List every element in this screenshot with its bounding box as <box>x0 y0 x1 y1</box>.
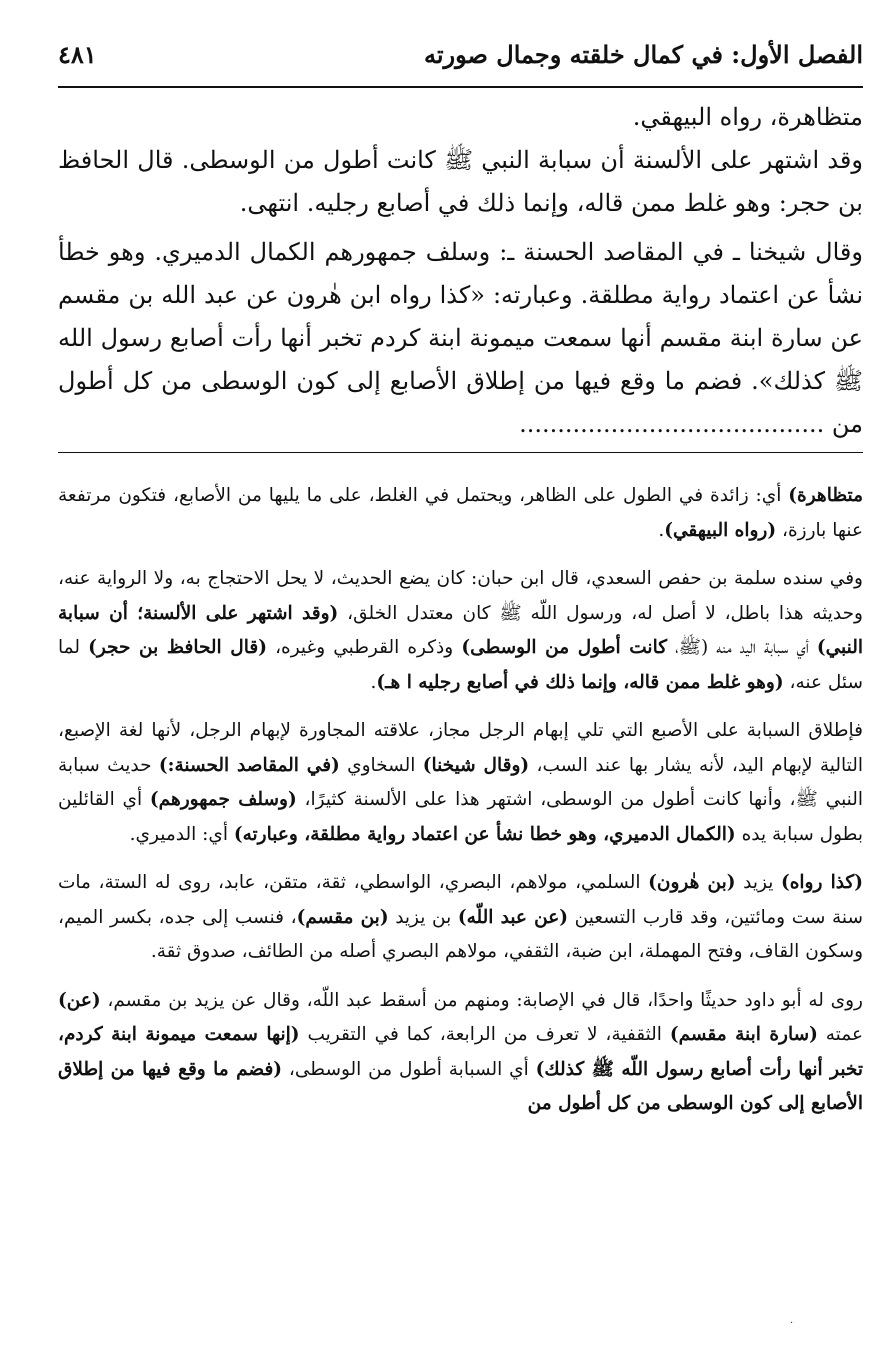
scan-speck: · <box>790 1318 794 1329</box>
commentary-paragraph-3 <box>58 714 863 852</box>
commentary-text-span: وفي سنده سلمة بن حفص السعدي، قال ابن حبان: كان يضع الحديث، لا يحل الاحتجاج به، ولا الرواية عنه، وحديثه هذا باطل، لا أصل له، ورسول اللّه ﷺ كان معتدل الخلق، <box>58 568 863 624</box>
commentary-text-span: أي: زائدة في الطول على الظاهر، ويحتمل في الغلط، على ما يليها من الأصابع، فتكون مرتفعة عنها بارزة، <box>58 485 863 541</box>
matn-paragraph-3: وقال شيخنا ـ في المقاصد الحسنة ـ: وسلف جمهورهم الكمال الدميري. وهو خطأ نشأ عن اعتماد رواية مطلقة. وعبارته: «كذا رواه ابن هٰرون عن عبد الله بن مقسم عن سارة ابنة مقسم أنها سمعت ميمونة ابنة كردم تخبر أنها رأت أصابع رسول الله ﷺ كذلك». فضم ما وقع فيها من إطلاق الأصابع إلى كون الوسطى من كل أطول من ........................................ <box>58 238 863 438</box>
matn-paragraph-1: متظاهرة، رواه البيهقي. <box>632 103 863 131</box>
quoted-term: (إنها سمعت ميمونة ابنة كردم، تخبر أنها رأت أصابع رسول اللّه ﷺ كذلك) <box>58 1024 863 1080</box>
commentary-text-span: أي القائلين بطول سبابة يده <box>58 789 863 845</box>
quoted-term: كانت أطول من الوسطى) <box>461 637 668 658</box>
commentary-text-span: السخاوي <box>339 754 423 776</box>
commentary-text-span: روى له أبو داود حديثًا واحدًا، قال في الإصابة: ومنهم من أسقط عبد اللّه، وقال عن يزيد بن مقسم، <box>100 989 863 1011</box>
quoted-term: (قال الحافظ بن حجر) <box>88 637 267 658</box>
commentary-text-span: . <box>370 671 377 693</box>
commentary-text-span: فإطلاق السبابة على الأصبع التي تلي إبهام الرجل مجاز، علاقته المجاورة لإبهام الرجل، لأنها لغة الإصبع، التالية لإبهام اليد، لأنه يشار بها عند السب، <box>58 720 863 776</box>
quoted-term: (وقال شيخنا) <box>422 754 530 776</box>
quoted-term: (بن مقسم) <box>296 906 389 928</box>
book-page <box>58 40 863 1136</box>
commentary-text-span: أي السبابة أطول من الوسطى، <box>282 1058 536 1080</box>
chapter-title: الفصل الأول: في كمال خلقته وجمال صورته <box>423 40 863 69</box>
commentary-text-span: عمته <box>817 1024 863 1045</box>
quoted-term: متظاهرة) <box>788 485 863 506</box>
commentary-text-span: وذكره القرطبي وغيره، <box>266 637 462 658</box>
quoted-term: (وقد اشتهر على الألسنة؛ أن سبابة النبي) <box>58 602 863 658</box>
quoted-term: (الكمال الدميري، وهو خطا نشأ عن اعتماد رواية مطلقة، وعبارته) <box>233 823 736 845</box>
commentary-text-span: يزيد <box>735 872 781 893</box>
quoted-term: (عن) <box>58 989 101 1011</box>
separator-line <box>58 452 863 453</box>
commentary-paragraph-1 <box>58 479 863 548</box>
running-header <box>58 40 863 88</box>
quoted-term: (كذا رواه) <box>780 872 863 893</box>
commentary-text-span: ، فنسب إلى جده، بكسر الميم، وسكون القاف، وفتح المهملة، ابن ضبة، الثقفي، مولاهم البصري أصله من الطائف، صدوق ثقة. <box>58 906 863 962</box>
commentary-text-span: أي: الدميري. <box>129 823 234 845</box>
commentary-text-span: . <box>658 519 665 541</box>
quoted-term: (وهو غلط ممن قاله، وإنما ذلك في أصابع رجليه ا هـ) <box>376 671 784 693</box>
quoted-term: (رواه البيهقي) <box>664 519 777 541</box>
quoted-term: (فضم ما وقع فيها من إطلاق الأصابع إلى كون الوسطى من كل أطول من <box>58 1058 863 1114</box>
commentary-text-span: لما سئل عنه، <box>58 637 863 693</box>
quoted-term: (سارة ابنة مقسم) <box>669 1024 818 1045</box>
page-number: ٤٨١ <box>58 40 97 69</box>
commentary-text <box>58 479 863 1122</box>
commentary-paragraph-5 <box>58 984 863 1122</box>
commentary-text-span: السلمي، مولاهم، البصري، الواسطي، ثقة، متقن، عابد، روى له الستة، مات سنة ست ومائتين، وقد قارب التسعين <box>58 872 863 928</box>
quoted-term: (عن عبد اللّه) <box>457 906 569 928</box>
commentary-text-span: حديث سبابة النبي ﷺ، وأنها كانت أطول من الوسطى، اشتهر هذا على الألسنة كثيرًا، <box>58 754 864 810</box>
main-text <box>58 96 863 446</box>
commentary-text-span: الثقفية، لا تعرف من الرابعة، كما في التقريب <box>299 1024 670 1045</box>
matn-paragraph-2: وقد اشتهر على الألسنة أن سبابة النبي ﷺ كانت أطول من الوسطى. قال الحافظ بن حجر: وهو غلط ممن قاله، وإنما ذلك في أصابع رجليه. انتهى. <box>58 146 863 217</box>
commentary-paragraph-4 <box>58 866 863 970</box>
quoted-term: (بن هٰرون) <box>648 872 736 893</box>
quoted-term: (وسلف جمهورهم) <box>149 789 297 810</box>
commentary-text-span: بن يزيد <box>388 906 458 928</box>
commentary-paragraph-2 <box>58 562 863 700</box>
quoted-term: (في المقاصد الحسنة:) <box>158 754 340 776</box>
commentary-text-span: أي سبابة اليد منه (ﷺ، <box>667 637 817 658</box>
